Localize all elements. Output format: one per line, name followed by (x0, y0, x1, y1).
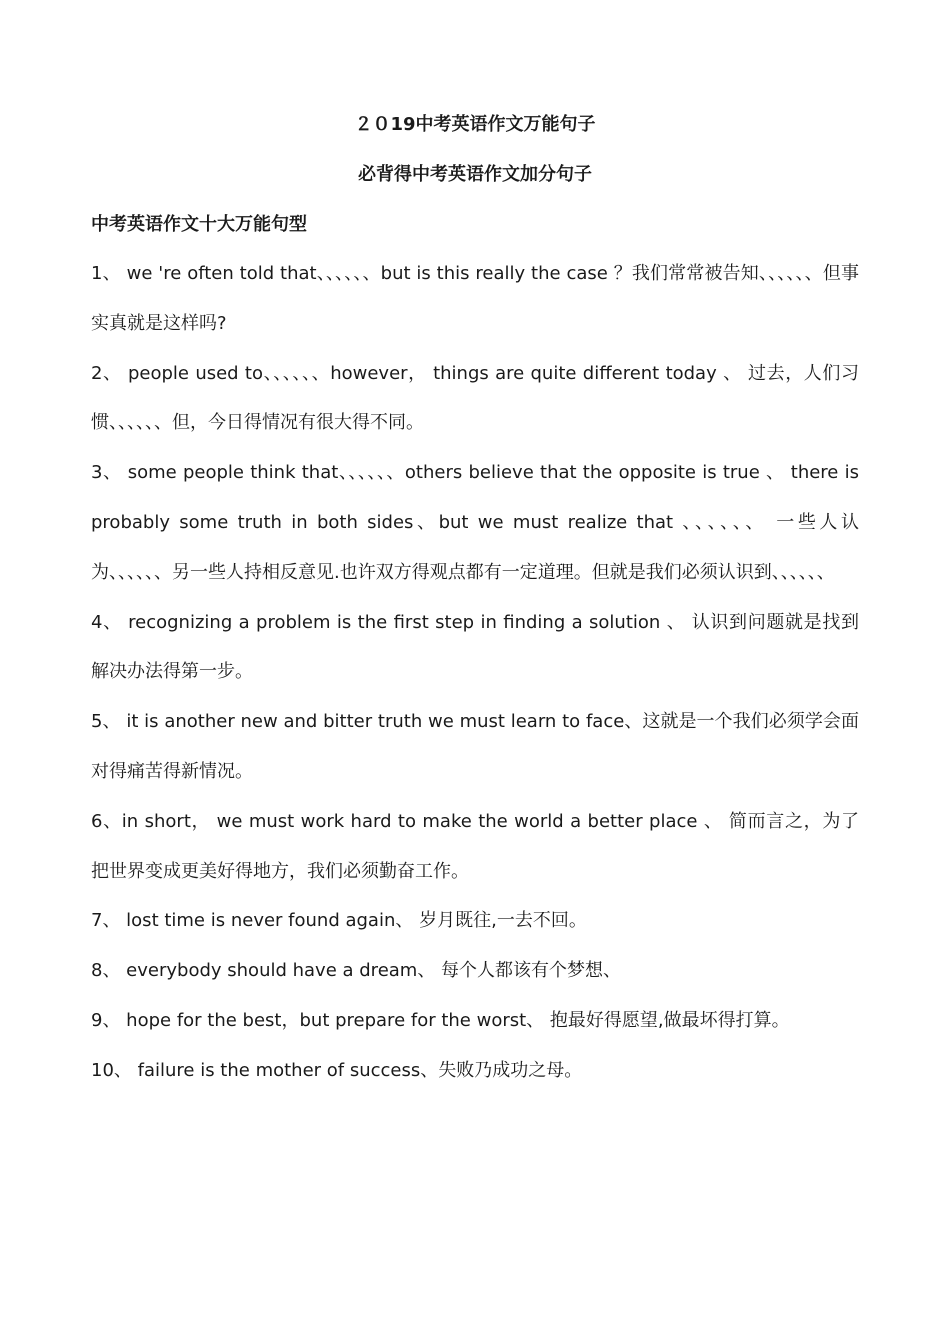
sentence-item-6: 6、in short， we must work hard to make the world a better place 、 简而言之，为了把世界变成更美好得地方，我们必须勤奋工作。 (91, 810, 859, 882)
sentence-item-7: 7、 lost time is never found again、 岁月既往,一去不回。 (91, 910, 587, 932)
sentence-item-1: 1、 we 're often told that、、、、、、but is this really the case ？我们常常被告知、、、、、、但事实真就是这样吗? (91, 263, 859, 334)
sentence-item-4: 4、 recognizing a problem is the first step in finding a solution 、 认识到问题就是找到解决办法得第一步。 (91, 611, 859, 683)
sentence-item-5: 5、 it is another new and bitter truth we must learn to face、这就是一个我们必须学会面对得痛苦得新情况。 (91, 711, 859, 782)
sentence-list (91, 249, 859, 1096)
sentence-item-2: 2、 people used to、、、、、、however， things are quite different today 、 过去，人们习惯、、、、、、但，今日得情况有很大得不同。 (91, 362, 859, 434)
section-heading: 中考英语作文十大万能句型 (91, 214, 307, 235)
sentence-item-9: 9、 hope for the best，but prepare for the worst、 抱最好得愿望,做最坏得打算。 (91, 1009, 790, 1031)
sentence-item-8: 8、 everybody should have a dream、 每个人都该有个梦想、 (91, 960, 622, 982)
sentence-item-10: 10、 failure is the mother of success、失败乃成功之母。 (91, 1059, 583, 1081)
document-title: ２０19中考英语作文万能句子 (354, 114, 596, 135)
document-subtitle: 必背得中考英语作文加分句子 (358, 164, 592, 185)
sentence-item-3: 3、 some people think that、、、、、、others believe that the opposite is true 、 there is probably some truth in both sides、but we must realize that 、、、、、、 一些人认为、、、、、、另一些人持相反意见.也许双方得观点都有一定道理。但就是我们必须认识到、、、、、、 (91, 462, 859, 583)
